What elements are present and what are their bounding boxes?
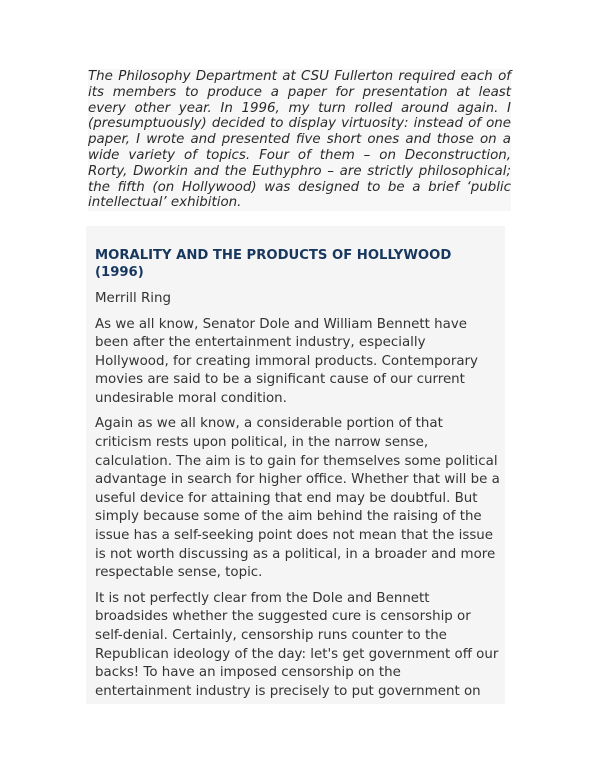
article-title: MORALITY AND THE PRODUCTS OF HOLLYWOOD (1996) xyxy=(95,248,452,280)
intro-paragraph: The Philosophy Department at CSU Fullerton required each of its members to produce a paper for presentation at least every other year. In 1996, my turn rolled around again. I (presumptuously) decided to display virtuosity: instead of one paper, I wrote and presented five short ones and those on a wide variety of topics. Four of them – on Deconstruction, Rorty, Dworkin and the Euthyphro – are strictly philosophical; the fifth (on Hollywood) was designed to be a brief ‘public intellectual’ exhibition. xyxy=(88,69,511,211)
article-paragraph: Again as we all know, a considerable portion of that criticism rests upon political, in the narrow sense, calculation. The aim is to gain for themselves some political advantage in search for higher office. Whether that will be a useful device for attaining that end may be doubtful. But simply because some of the aim behind the raising of the issue has a self-seeking point does not mean that the issue is not worth discussing as a political, in a broader and more respectable sense, topic. xyxy=(95,416,500,581)
article-panel xyxy=(86,226,505,704)
article-paragraph: It is not perfectly clear from the Dole and Bennett broadsides whether the suggested cure is censorship or self-denial. Certainly, censorship runs counter to the Republican ideology of the day: let's get government off our backs! To have an imposed censorship on the entertainment industry is precisely to put government on xyxy=(95,590,499,699)
article-author: Merrill Ring xyxy=(95,291,171,306)
article-paragraph: As we all know, Senator Dole and William Bennett have been after the entertainment industry, especially Hollywood, for creating immoral products. Contemporary movies are said to be a significant cause of our current undesirable moral condition. xyxy=(95,316,478,406)
